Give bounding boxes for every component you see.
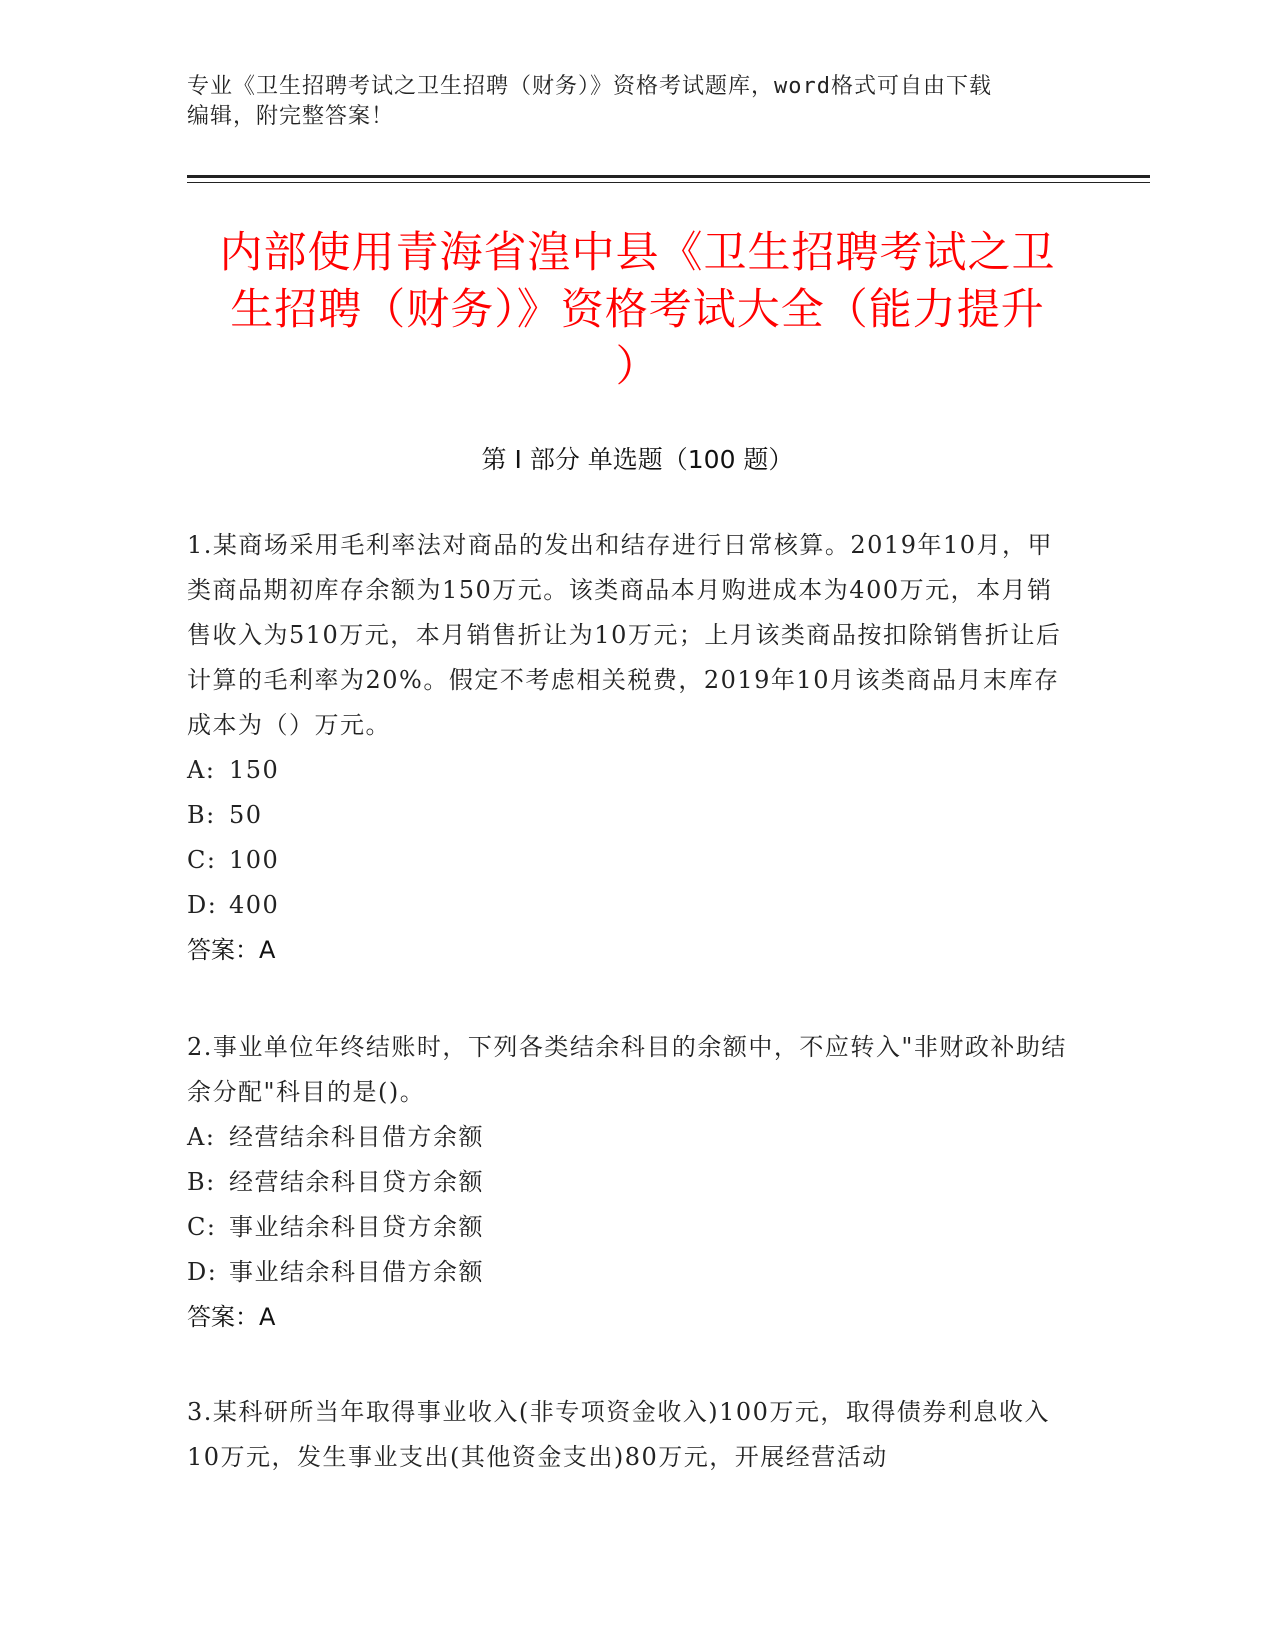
question-stem: 2.事业单位年终结账时，下列各类结余科目的余额中，不应转入"非财政补助结余分配"科目的是()。 [187, 1033, 1067, 1106]
option-text: 经营结余科目借方余额 [229, 1123, 484, 1151]
option-text: 150 [229, 756, 280, 784]
option-text: 经营结余科目贷方余额 [229, 1168, 484, 1196]
header-note [187, 72, 1067, 132]
title-line-3: ） [615, 342, 660, 392]
option-c [187, 838, 1077, 883]
option-c [187, 1205, 1077, 1250]
question-3 [187, 1390, 1077, 1480]
option-letter: B: [187, 1168, 216, 1196]
option-letter: C: [187, 846, 217, 874]
question-stem: 1.某商场采用毛利率法对商品的发出和结存进行日常核算。2019年10月，甲类商品期初库存余额为150万元。该类商品本月购进成本为400万元，本月销售收入为510万元，本月销售折让为10万元；上月该类商品按扣除销售折让后计算的毛利率为20%。假定不考虑相关税费，2019年10月该类商品月末库存成本为（）万元。 [187, 531, 1062, 739]
title-line-2: 生招聘（财务）》资格考试大全（能力提升 [230, 285, 1045, 335]
header-rule-thick [187, 175, 1150, 178]
option-letter: B: [187, 801, 216, 829]
option-letter: A: [187, 756, 216, 784]
document-title [150, 225, 1125, 396]
option-letter: D: [187, 1258, 218, 1286]
option-b [187, 1160, 1077, 1205]
option-text: 50 [229, 801, 263, 829]
header-note-line-1: 专业《卫生招聘考试之卫生招聘（财务）》资格考试题库，word格式可自由下载 [187, 74, 992, 99]
title-line-1: 内部使用青海省湟中县《卫生招聘考试之卫 [219, 228, 1056, 278]
question-stem: 3.某科研所当年取得事业收入(非专项资金收入)100万元，取得债券利息收入10万元，发生事业支出(其他资金支出)80万元，开展经营活动 [187, 1398, 1050, 1471]
option-text: 400 [229, 891, 280, 919]
option-a [187, 1115, 1077, 1160]
option-a [187, 748, 1077, 793]
option-d [187, 1250, 1077, 1295]
answer-line: 答案：A [187, 1303, 276, 1331]
option-b [187, 793, 1077, 838]
header-rule-thin [187, 182, 1150, 183]
option-letter: C: [187, 1213, 217, 1241]
option-text: 事业结余科目借方余额 [229, 1258, 484, 1286]
header-note-line-2: 编辑，附完整答案！ [187, 104, 395, 129]
option-text: 事业结余科目贷方余额 [229, 1213, 484, 1241]
option-text: 100 [229, 846, 280, 874]
option-d [187, 883, 1077, 928]
answer-line: 答案：A [187, 936, 276, 964]
section-heading: 第 I 部分 单选题（100 题） [481, 445, 794, 474]
option-letter: D: [187, 891, 218, 919]
option-letter: A: [187, 1123, 216, 1151]
question-2 [187, 1025, 1077, 1340]
question-1 [187, 523, 1077, 973]
